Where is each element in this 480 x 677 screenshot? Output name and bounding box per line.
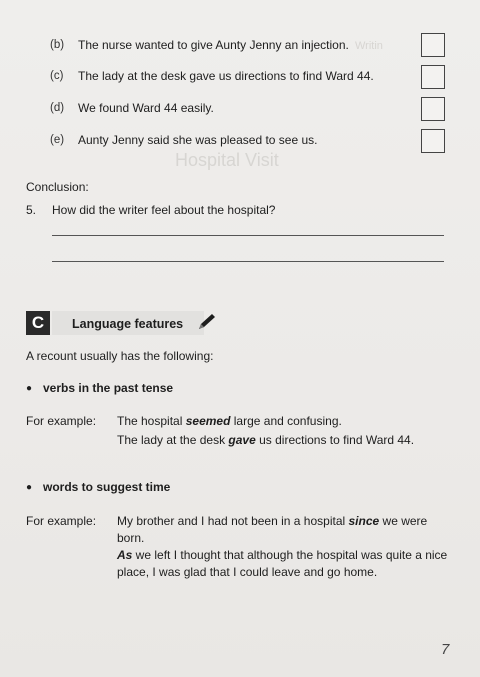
answer-box[interactable] [421, 65, 445, 89]
item-letter: (e) [50, 134, 65, 146]
question-text: How did the writer feel about the hospital? [52, 203, 276, 217]
item-letter: (d) [50, 102, 65, 114]
item-text: The nurse wanted to give Aunty Jenny an injection. [78, 38, 349, 52]
conclusion-heading: Conclusion: [26, 180, 89, 194]
feature-heading: words to suggest time [43, 480, 171, 494]
pencil-icon [196, 312, 218, 332]
answer-line[interactable] [52, 235, 444, 236]
answer-box[interactable] [421, 33, 445, 57]
show-through-text: Writin [355, 40, 383, 52]
example-label: For example: [26, 514, 97, 528]
item-letter: (c) [50, 70, 64, 82]
item-letter: (b) [50, 39, 65, 51]
intro-text: A recount usually has the following: [26, 349, 214, 363]
feature-heading: verbs in the past tense [43, 381, 174, 395]
section-letter-badge: C [26, 311, 50, 335]
example-label: For example: [26, 414, 97, 428]
show-through-text: Hospital Visit [175, 150, 279, 170]
item-text: The lady at the desk gave us directions to find Ward 44. [78, 69, 374, 83]
answer-line[interactable] [52, 261, 444, 262]
bullet-icon: ● [26, 383, 33, 394]
page-number: 7 [441, 641, 450, 658]
example-line: As we left I thought that although the hospital was quite a nice place, I was glad that I could leave and go home. [117, 548, 448, 579]
example-line: The hospital seemed large and confusing. [117, 414, 342, 428]
section-title: Language features [72, 317, 184, 331]
item-text: Aunty Jenny said she was pleased to see us. [78, 133, 318, 147]
answer-box[interactable] [421, 97, 445, 121]
answer-box[interactable] [421, 129, 445, 153]
bullet-icon: ● [26, 482, 33, 493]
question-number: 5. [26, 203, 37, 217]
example-line: The lady at the desk gave us directions to find Ward 44. [117, 433, 415, 447]
example-line: My brother and I had not been in a hospital since we were born. [117, 514, 428, 545]
item-text: We found Ward 44 easily. [78, 101, 214, 115]
